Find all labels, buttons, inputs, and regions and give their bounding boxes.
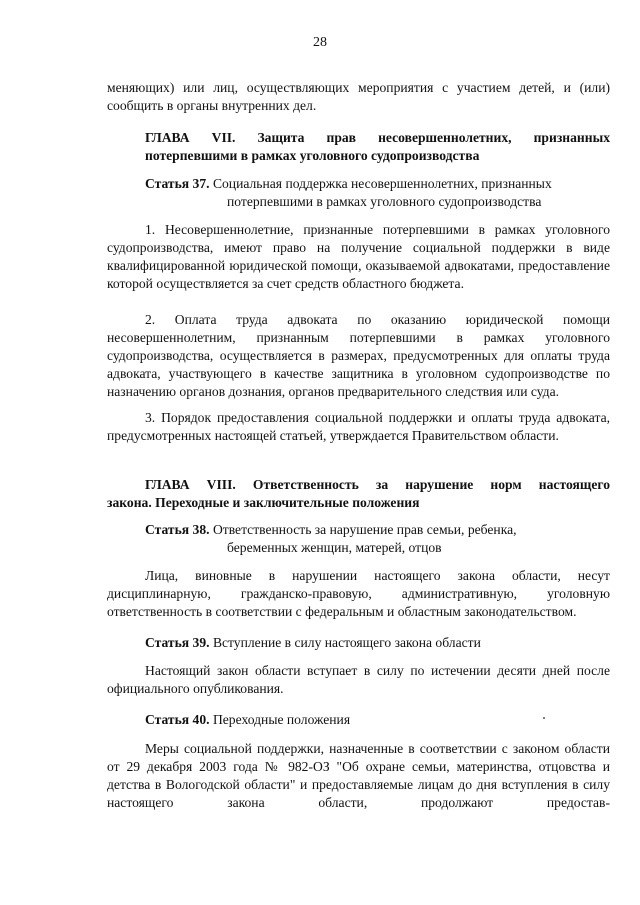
- article-39-paragraph-1: Настоящий закон области вступает в силу по истечении десяти дней после официального опубликования.: [107, 663, 610, 696]
- article-37-number: Статья 37.: [145, 176, 210, 191]
- article-40-number: Статья 40.: [145, 712, 210, 727]
- chapter-7-heading: [145, 129, 610, 165]
- chapter-8-heading-line2: закона. Переходные и заключительные положения: [107, 495, 420, 510]
- article-37-title-line2: потерпевшими в рамках уголовного судопроизводства: [227, 194, 542, 209]
- article-38-number: Статья 38.: [145, 522, 210, 537]
- article-37-heading: [145, 175, 610, 211]
- article-40-paragraph-1: Меры социальной поддержки, назначенные в соответствии с законом области от 29 декабря 2003 года № 982-ОЗ "Об охране семьи, материнства, отцовства и детства в Вологодской области" и предоставляемые лицам до дня вступления в силу настоящего закона области, продолжают предостав-: [107, 741, 610, 810]
- article-39-title: Вступление в силу настоящего закона области: [209, 635, 481, 650]
- article-37-title-line1: Социальная поддержка несовершеннолетних, признанных: [209, 176, 552, 191]
- page-number: 28: [313, 35, 327, 50]
- article-38-paragraph-1: Лица, виновные в нарушении настоящего закона области, несут дисциплинарную, гражданско-правовую, административную, уголовную ответственность в соответствии с федеральным и областным законодательством.: [107, 568, 610, 619]
- chapter-8-heading: [107, 476, 610, 512]
- chapter-7-heading-line1: ГЛАВА VII. Защита прав несовершеннолетних, признанных: [145, 130, 610, 145]
- article-38-heading: [145, 521, 610, 557]
- article-37-paragraph-3: 3. Порядок предоставления социальной поддержки и оплаты труда адвоката, предусмотренных настоящей статьей, утверждается Правительством области.: [107, 410, 610, 443]
- chapter-7-heading-line2: потерпевшими в рамках уголовного судопроизводства: [145, 148, 480, 163]
- article-39-number: Статья 39.: [145, 635, 210, 650]
- article-39-heading: [145, 634, 610, 652]
- article-40-heading: [145, 711, 610, 729]
- article-38-title-line1: Ответственность за нарушение прав семьи, ребенка,: [209, 522, 517, 537]
- chapter-8-heading-line1: ГЛАВА VIII. Ответственность за нарушение норм настоящего: [145, 477, 610, 492]
- scan-speck: [543, 717, 545, 719]
- paragraph-continuation: меняющих) или лиц, осуществляющих мероприятия с участием детей, и (или) сообщить в органы внутренних дел.: [107, 80, 610, 113]
- article-37-paragraph-1: 1. Несовершеннолетние, признанные потерпевшими в рамках уголовного судопроизводства, имеют право на получение социальной поддержки в виде квалифицированной юридической помощи, оказываемой адвокатами, предоставление которой осуществляется за счет средств областного бюджета.: [107, 222, 610, 291]
- article-38-title-line2: беременных женщин, матерей, отцов: [227, 540, 442, 555]
- article-37-paragraph-2: 2. Оплата труда адвоката по оказанию юридической помощи несовершеннолетним, признанным потерпевшими в рамках уголовного судопроизводства, осуществляется в размерах, предусмотренных для оплаты труда адвоката, участвующего в качестве защитника в уголовном судопроизводстве по назначению органов дознания, органов предварительного следствия или суда.: [107, 312, 610, 399]
- article-40-title: Переходные положения: [209, 712, 351, 727]
